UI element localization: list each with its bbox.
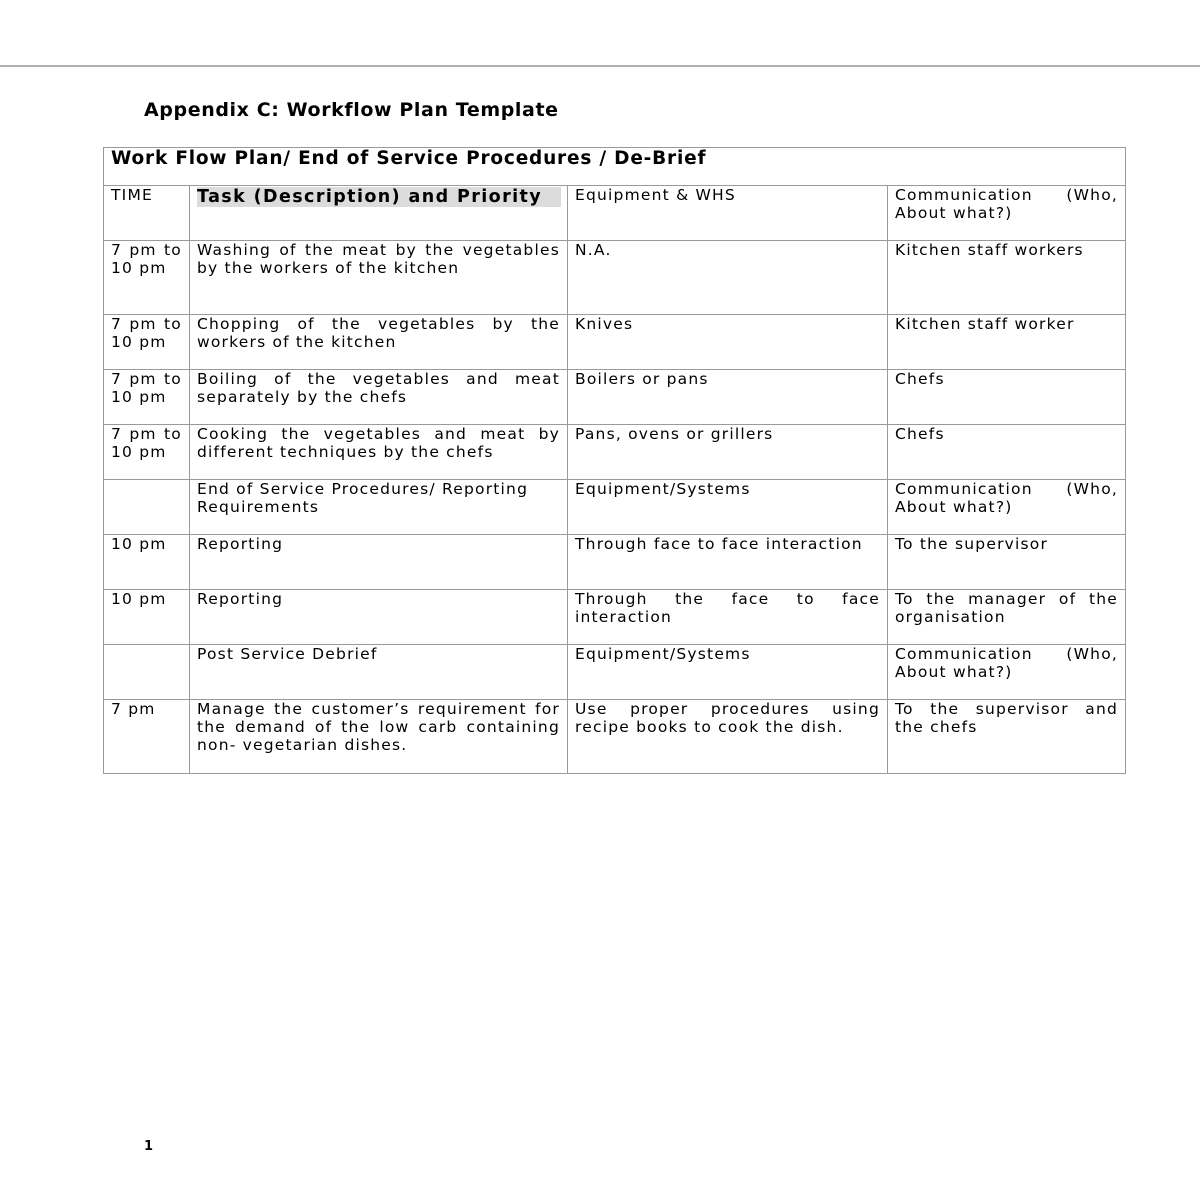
row-equipment: Through face to face interaction (568, 535, 888, 590)
debrief-header-row (104, 645, 1126, 700)
row-communication: To the supervisor and the chefs (888, 700, 1126, 774)
row-task: Chopping of the vegetables by the workers of the kitchen (190, 315, 568, 370)
row-equipment: Pans, ovens or grillers (568, 425, 888, 480)
table-title: Work Flow Plan/ End of Service Procedures / De-Brief (104, 148, 1126, 186)
row-time: 10 pm (104, 590, 190, 645)
row-task: Cooking the vegetables and meat by different techniques by the chefs (190, 425, 568, 480)
debrief-communication: Communication (Who, About what?) (888, 645, 1126, 700)
row-communication: Chefs (888, 425, 1126, 480)
end-of-service-task: End of Service Procedures/ Reporting Requirements (190, 480, 568, 535)
row-time: 10 pm (104, 535, 190, 590)
debrief-time (104, 645, 190, 700)
end-of-service-equipment: Equipment/Systems (568, 480, 888, 535)
end-of-service-header-row (104, 480, 1126, 535)
row-equipment: Knives (568, 315, 888, 370)
table-row (104, 700, 1126, 774)
row-task: Reporting (190, 535, 568, 590)
row-communication: Kitchen staff workers (888, 241, 1126, 315)
debrief-equipment: Equipment/Systems (568, 645, 888, 700)
table-row (104, 370, 1126, 425)
row-communication: To the manager of the organisation (888, 590, 1126, 645)
table-row (104, 315, 1126, 370)
table-row (104, 590, 1126, 645)
header-time: TIME (104, 186, 190, 241)
row-time: 7 pm to 10 pm (104, 241, 190, 315)
page-number: 1 (144, 1139, 154, 1154)
header-equipment: Equipment & WHS (568, 186, 888, 241)
row-communication: Kitchen staff worker (888, 315, 1126, 370)
row-equipment: Through the face to face interaction (568, 590, 888, 645)
row-task: Washing of the meat by the vegetables by the workers of the kitchen (190, 241, 568, 315)
header-task-label: Task (Description) and Priority (197, 187, 561, 207)
row-task: Reporting (190, 590, 568, 645)
table-row (104, 425, 1126, 480)
table-row (104, 241, 1126, 315)
table-row (104, 535, 1126, 590)
end-of-service-time (104, 480, 190, 535)
row-equipment: Use proper procedures using recipe books to cook the dish. (568, 700, 888, 774)
debrief-task: Post Service Debrief (190, 645, 568, 700)
row-equipment: Boilers or pans (568, 370, 888, 425)
header-communication: Communication (Who, About what?) (888, 186, 1126, 241)
header-task (190, 186, 568, 241)
workflow-plan-table (103, 147, 1126, 774)
row-equipment: N.A. (568, 241, 888, 315)
row-time: 7 pm to 10 pm (104, 370, 190, 425)
row-task: Manage the customer’s requirement for the demand of the low carb containing non- vegetarian dishes. (190, 700, 568, 774)
row-time: 7 pm to 10 pm (104, 425, 190, 480)
table-header-row (104, 186, 1126, 241)
page-heading: Appendix C: Workflow Plan Template (144, 99, 559, 121)
row-communication: Chefs (888, 370, 1126, 425)
row-task: Boiling of the vegetables and meat separately by the chefs (190, 370, 568, 425)
header-rule (0, 65, 1200, 67)
table-title-row (104, 148, 1126, 186)
row-time: 7 pm to 10 pm (104, 315, 190, 370)
row-time: 7 pm (104, 700, 190, 774)
end-of-service-communication: Communication (Who, About what?) (888, 480, 1126, 535)
row-communication: To the supervisor (888, 535, 1126, 590)
